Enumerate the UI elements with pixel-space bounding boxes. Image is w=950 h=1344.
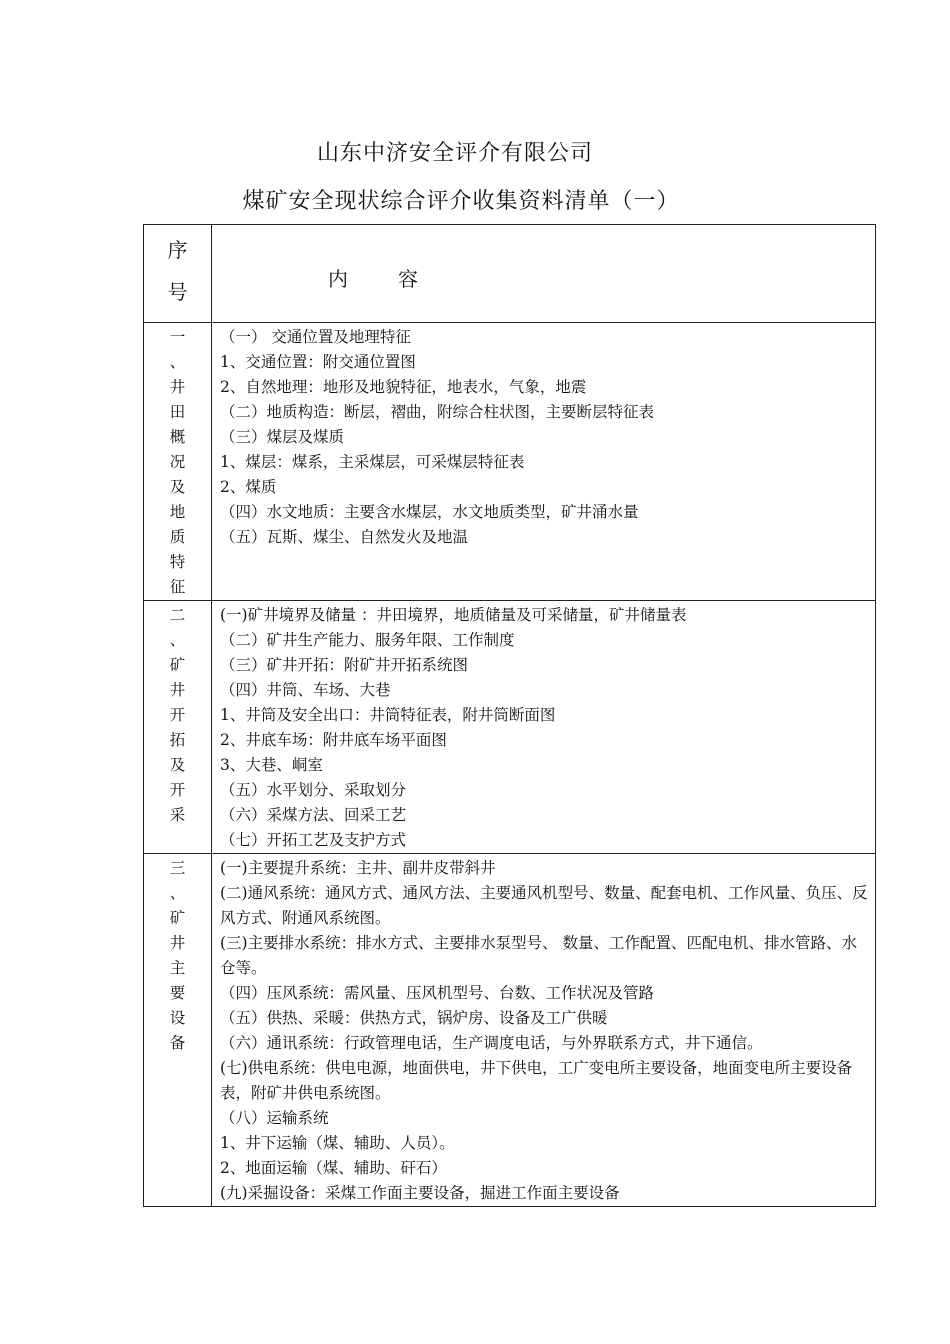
content-line: 2、煤质	[220, 478, 277, 496]
table-header-row	[144, 225, 876, 323]
section-label-char: 矿	[169, 656, 186, 674]
section-label-char: 拓	[169, 731, 186, 749]
section-label-char: 开	[169, 706, 186, 724]
section-label-char: 一	[169, 328, 186, 346]
section-label-char: 及	[169, 478, 186, 496]
content-line: (九)采掘设备：采煤工作面主要设备，掘进工作面主要设备	[220, 1184, 620, 1202]
section-label-char: 备	[169, 1034, 186, 1052]
content-line: （七）开拓工艺及支护方式	[220, 831, 407, 849]
document-title: 煤矿安全现状综合评介收集资料清单（一）	[242, 189, 680, 214]
section-label-char: 井	[169, 934, 186, 952]
section-label-char: 矿	[169, 909, 186, 927]
table-row	[144, 854, 876, 1207]
content-line: （二）地质构造：断层，褶曲，附综合柱状图，主要断层特征表	[220, 403, 655, 421]
content-line: 1、交通位置：附交通位置图	[220, 353, 416, 371]
section-label-char: 地	[169, 503, 186, 521]
section-label-char: 三	[169, 859, 186, 877]
section-label-cell	[144, 601, 212, 854]
content-line: 2、自然地理：地形及地貌特征，地表水，气象，地震	[220, 378, 587, 396]
content-line: （五）瓦斯、煤尘、自然发火及地温	[220, 528, 469, 546]
header-content-char: 内	[328, 267, 348, 291]
content-line: （八）运输系统	[220, 1109, 329, 1127]
content-line: 1、煤层：煤系，主采煤层，可采煤层特征表	[220, 453, 525, 471]
content-line: (二)通风系统：通风方式、通风方法、主要通风机型号、数量、配套电机、工作风量、负压、反风方式、附通风系统图。	[220, 884, 868, 927]
content-line: （三）煤层及煤质	[220, 428, 345, 446]
header-content-cell	[212, 225, 876, 323]
content-line: (三)主要排水系统：排水方式、主要排水泵型号、 数量、工作配置、匹配电机、排水管路、水仓等。	[220, 934, 858, 977]
company-title: 山东中济安全评介有限公司	[316, 141, 593, 166]
content-line: 2、地面运输（煤、辅助、矸石）	[220, 1159, 447, 1177]
header-number-char: 号	[167, 280, 188, 304]
content-line: (一)主要提升系统：主井、副井皮带斜井	[220, 859, 496, 877]
section-label-char: 质	[169, 528, 186, 546]
content-line: （一） 交通位置及地理特征	[220, 328, 411, 346]
content-line: (一)矿井境界及储量 ：井田境界，地质储量及可采储量，矿井储量表	[220, 606, 687, 624]
section-label-char: 况	[169, 453, 186, 471]
section-label-char: 开	[169, 781, 186, 799]
content-line: （六）采煤方法、回采工艺	[220, 806, 407, 824]
section-label-cell	[144, 323, 212, 601]
section-label-char: 井	[169, 681, 186, 699]
section-label-char: 二	[169, 606, 186, 624]
section-label-char: 井	[169, 378, 186, 396]
section-label-char: 采	[169, 806, 186, 824]
section-label-char: 要	[169, 984, 186, 1002]
content-line: （二）矿井生产能力、服务年限、工作制度	[220, 631, 515, 649]
content-line: （六）通讯系统：行政管理电话，生产调度电话，与外界联系方式，井下通信。	[220, 1034, 763, 1052]
content-line: 2、井底车场：附井底车场平面图	[220, 731, 447, 749]
content-line: （四）压风系统：需风量、压风机型号、台数、工作状况及管路	[220, 984, 655, 1002]
content-line: （四）水文地质：主要含水煤层，水文地质类型，矿井涌水量	[220, 503, 639, 521]
table-row	[144, 323, 876, 601]
section-label-char: 及	[169, 756, 186, 774]
content-line: 1、井筒及安全出口：井筒特征表，附井筒断面图	[220, 706, 556, 724]
section-content-cell	[212, 323, 876, 601]
table-row	[144, 601, 876, 854]
section-label-char: 主	[169, 959, 186, 977]
section-label-char: 特	[169, 553, 186, 571]
section-label-cell	[144, 854, 212, 1207]
section-label-char: 征	[169, 578, 186, 596]
header-number-char: 序	[167, 238, 188, 262]
section-label-char: 概	[169, 428, 186, 446]
header-number-cell	[144, 225, 212, 323]
section-label-char: 、	[169, 353, 186, 371]
content-line: （五）供热、采暖：供热方式，锅炉房、设备及工广供暖	[220, 1009, 608, 1027]
section-label-char: 设	[169, 1009, 186, 1027]
content-line: （三）矿井开拓：附矿井开拓系统图	[220, 656, 469, 674]
section-label-char: 、	[169, 884, 186, 902]
content-line: 1、井下运输（煤、辅助、人员）。	[220, 1134, 455, 1152]
content-line: (七)供电系统：供电电源，地面供电，井下供电，工广变电所主要设备，地面变电所主要设备表，附矿井供电系统图。	[220, 1059, 853, 1102]
content-line: 3、大巷、峒室	[220, 756, 323, 774]
section-content-cell	[212, 601, 876, 854]
section-label-char: 田	[169, 403, 186, 421]
header-content-char: 容	[398, 267, 418, 291]
content-line: （四）井筒、车场、大巷	[220, 681, 391, 699]
content-line: （五）水平划分、采取划分	[220, 781, 407, 799]
section-content-cell	[212, 854, 876, 1207]
data-collection-table	[143, 224, 876, 1207]
section-label-char: 、	[169, 631, 186, 649]
